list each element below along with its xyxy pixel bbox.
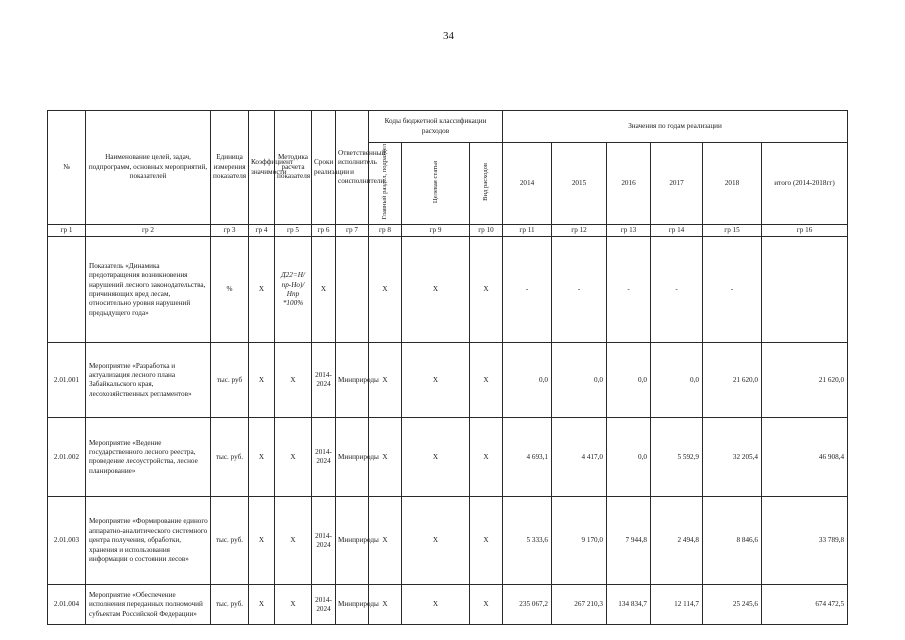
group-label: гр 9 — [402, 225, 470, 237]
group-label: гр 13 — [607, 225, 651, 237]
row-value-2015: 0,0 — [552, 343, 607, 418]
row-terms: X — [312, 237, 336, 343]
row-method: X — [275, 585, 312, 625]
header-name: Наименование целей, задач, подпрограмм, основных мероприятий, показателей — [86, 111, 211, 225]
header-budget-type-text: Вид расходов — [482, 162, 490, 201]
row-budget-target: X — [402, 585, 470, 625]
row-value-2016: 0,0 — [607, 343, 651, 418]
header-no: № — [48, 111, 86, 225]
group-label: гр 15 — [703, 225, 762, 237]
table-row — [48, 497, 848, 585]
row-value-2016: 0,0 — [607, 418, 651, 497]
row-no: 2.01.004 — [48, 585, 86, 625]
row-value-2014: - — [503, 237, 552, 343]
row-value-2014: 0,0 — [503, 343, 552, 418]
row-budget-type: X — [470, 237, 503, 343]
group-label: гр 5 — [275, 225, 312, 237]
row-budget-main: X — [369, 418, 402, 497]
table-row — [48, 237, 848, 343]
row-unit: тыс. руб. — [211, 585, 249, 625]
row-method: X — [275, 343, 312, 418]
header-coef: Коэффициент значимости — [249, 111, 275, 225]
row-value-total: 21 620,0 — [762, 343, 848, 418]
group-label: гр 8 — [369, 225, 402, 237]
row-terms: 2014-2024 — [312, 585, 336, 625]
row-value-2016: 134 834,7 — [607, 585, 651, 625]
table-row — [48, 343, 848, 418]
row-budget-type: X — [470, 497, 503, 585]
row-name: Мероприятие «Ведение государственного лесного реестра, проведение лесоустройства, лесное планирование» — [86, 418, 211, 497]
row-value-2017: 12 114,7 — [651, 585, 703, 625]
header-budget-main-text: Главный раздел, подраздел — [381, 144, 389, 220]
header-unit: Единица измерения показателя — [211, 111, 249, 225]
group-label: гр 1 — [48, 225, 86, 237]
group-label: гр 14 — [651, 225, 703, 237]
header-budget-target-text: Целевая статья — [431, 160, 439, 203]
row-terms: 2014-2024 — [312, 343, 336, 418]
row-value-total — [762, 237, 848, 343]
group-label: гр 10 — [470, 225, 503, 237]
group-label: гр 3 — [211, 225, 249, 237]
group-label: гр 16 — [762, 225, 848, 237]
header-budget-target — [402, 143, 470, 225]
page-number: 34 — [443, 30, 454, 42]
row-no — [48, 237, 86, 343]
row-coef: X — [249, 585, 275, 625]
row-value-2018: 8 846,6 — [703, 497, 762, 585]
row-value-2016: 7 944,8 — [607, 497, 651, 585]
row-no: 2.01.002 — [48, 418, 86, 497]
row-name: Мероприятие «Формирование единого аппаратно-аналитического системного центра получения, обработки, хранения и использования информации о состоянии лесов» — [86, 497, 211, 585]
row-responsible: Минприроды — [336, 343, 369, 418]
group-label: гр 2 — [86, 225, 211, 237]
table-row — [48, 585, 848, 625]
row-budget-main: X — [369, 237, 402, 343]
row-value-2016: - — [607, 237, 651, 343]
row-value-2017: 5 592,9 — [651, 418, 703, 497]
row-responsible: Минприроды — [336, 418, 369, 497]
header-budget-type — [470, 143, 503, 225]
row-value-2015: - — [552, 237, 607, 343]
row-value-2018: 32 205,4 — [703, 418, 762, 497]
row-no: 2.01.003 — [48, 497, 86, 585]
row-value-2014: 4 693,1 — [503, 418, 552, 497]
row-value-2018: - — [703, 237, 762, 343]
header-method: Методика расчета показателя — [275, 111, 312, 225]
row-method: Д22=Н/пр-Но)/Нпр *100% — [275, 237, 312, 343]
row-budget-target: X — [402, 343, 470, 418]
group-label: гр 4 — [249, 225, 275, 237]
group-label: гр 12 — [552, 225, 607, 237]
group-label: гр 11 — [503, 225, 552, 237]
row-value-2015: 4 417,0 — [552, 418, 607, 497]
row-budget-main: X — [369, 585, 402, 625]
row-no: 2.01.001 — [48, 343, 86, 418]
row-terms: 2014-2024 — [312, 418, 336, 497]
row-unit: тыс. руб. — [211, 418, 249, 497]
row-value-2014: 235 067,2 — [503, 585, 552, 625]
header-responsible: Ответственный исполнитель и соисполнители — [336, 111, 369, 225]
row-unit: тыс. руб — [211, 343, 249, 418]
row-terms: 2014-2024 — [312, 497, 336, 585]
header-year-2014: 2014 — [503, 143, 552, 225]
row-budget-target: X — [402, 497, 470, 585]
row-value-2015: 267 210,3 — [552, 585, 607, 625]
row-budget-target: X — [402, 418, 470, 497]
row-budget-main: X — [369, 343, 402, 418]
header-year-2016: 2016 — [607, 143, 651, 225]
row-value-2018: 21 620,0 — [703, 343, 762, 418]
group-label: гр 6 — [312, 225, 336, 237]
row-responsible: Минприроды — [336, 497, 369, 585]
row-name: Мероприятие «Разработка и актуализация лесного плана Забайкальского края, лесохозяйственных регламентов» — [86, 343, 211, 418]
row-unit: % — [211, 237, 249, 343]
row-value-2017: - — [651, 237, 703, 343]
row-name: Показатель «Динамика предотвращения возникновения нарушений лесного законодательства, причиняющих вред лесам, относительно уровня нарушений предыдущего года» — [86, 237, 211, 343]
row-value-total: 674 472,5 — [762, 585, 848, 625]
row-name: Мероприятие «Обеспечение исполнения переданных полномочий субъектам Российской Федерации» — [86, 585, 211, 625]
table-row — [48, 418, 848, 497]
row-value-2018: 25 245,6 — [703, 585, 762, 625]
header-row-1 — [48, 111, 848, 143]
row-coef: X — [249, 237, 275, 343]
row-value-total: 33 789,8 — [762, 497, 848, 585]
row-budget-type: X — [470, 418, 503, 497]
indicators-table — [47, 110, 848, 625]
row-value-2014: 5 333,6 — [503, 497, 552, 585]
row-coef: X — [249, 343, 275, 418]
row-budget-target: X — [402, 237, 470, 343]
header-terms: Сроки реализации — [312, 111, 336, 225]
row-coef: X — [249, 418, 275, 497]
row-value-total: 46 908,4 — [762, 418, 848, 497]
row-method: X — [275, 418, 312, 497]
row-budget-type: X — [470, 585, 503, 625]
row-method: X — [275, 497, 312, 585]
row-responsible — [336, 237, 369, 343]
header-values: Значения по годам реализации — [503, 111, 848, 143]
row-budget-main: X — [369, 497, 402, 585]
header-year-2015: 2015 — [552, 143, 607, 225]
row-responsible: Минприроды — [336, 585, 369, 625]
row-budget-type: X — [470, 343, 503, 418]
row-value-2017: 0,0 — [651, 343, 703, 418]
row-value-2017: 2 494,8 — [651, 497, 703, 585]
group-label: гр 7 — [336, 225, 369, 237]
header-year-total: итого (2014-2018гг) — [762, 143, 848, 225]
row-coef: X — [249, 497, 275, 585]
row-unit: тыс. руб. — [211, 497, 249, 585]
group-number-row — [48, 225, 848, 237]
header-budget-codes: Коды бюджетной классификации расходов — [369, 111, 503, 143]
header-year-2017: 2017 — [651, 143, 703, 225]
header-year-2018: 2018 — [703, 143, 762, 225]
row-value-2015: 9 170,0 — [552, 497, 607, 585]
